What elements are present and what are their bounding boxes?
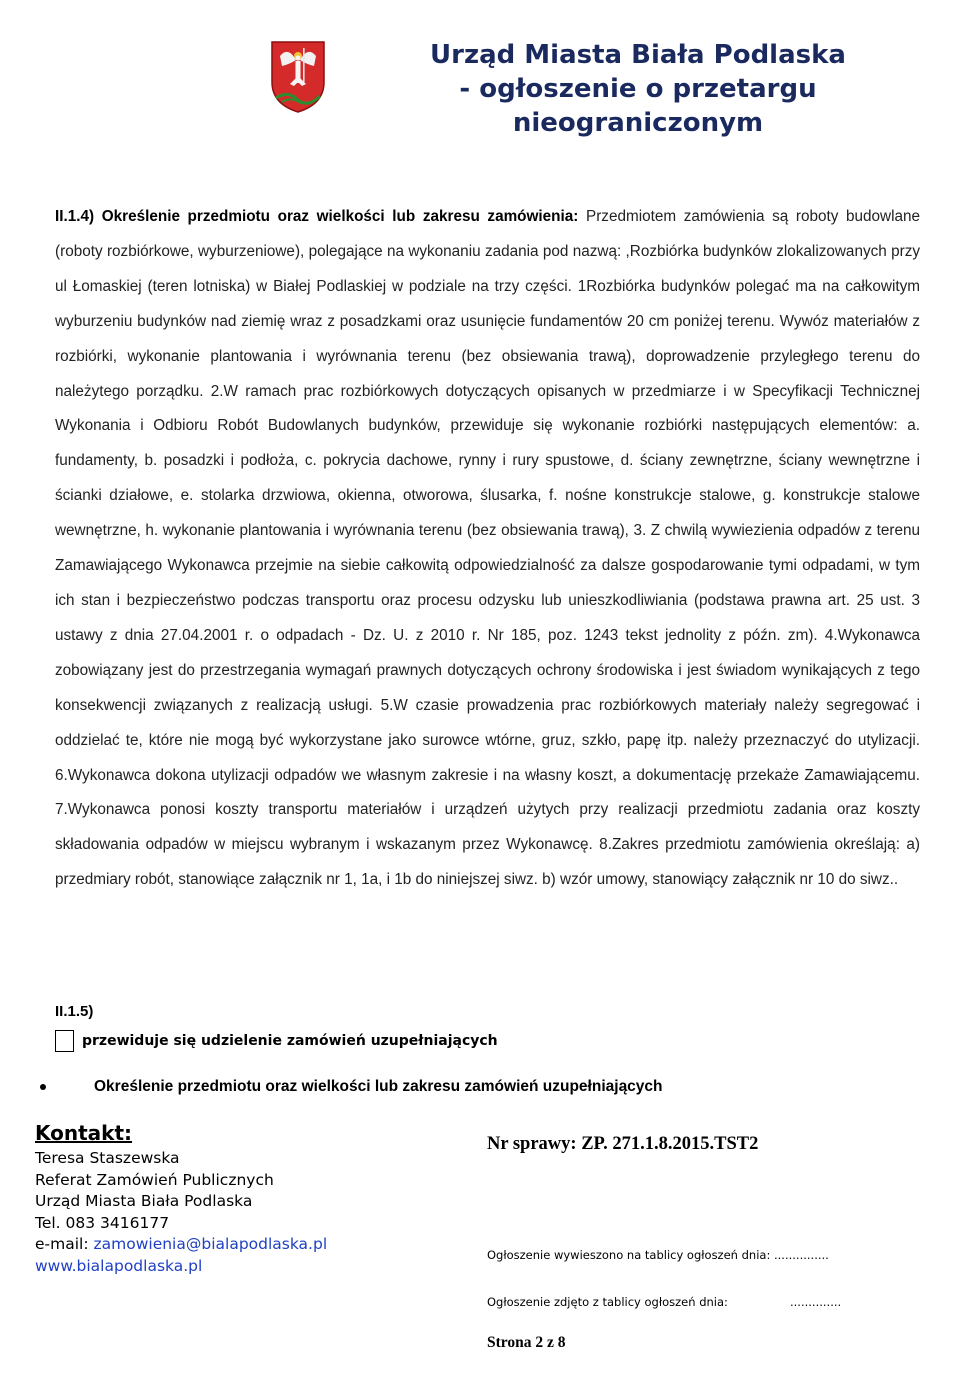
notice-posted — [487, 1248, 829, 1262]
notice-removed — [487, 1295, 842, 1309]
header-title-line-1: Urząd Miasta Biała Podlaska — [430, 40, 846, 70]
section-ii-1-4-paragraph — [55, 200, 920, 898]
coat-of-arms-icon — [268, 38, 328, 114]
contact-phone: Tel. 083 3416177 — [35, 1213, 170, 1232]
contact-email-link[interactable]: zamowienia@bialapodlaska.pl — [93, 1235, 328, 1253]
notice-posted-label: Ogłoszenie wywieszono na tablicy ogłoszeń dnia: — [487, 1248, 774, 1262]
section-ii-1-4-text: Przedmiotem zamówienia są roboty budowlane (roboty rozbiórkowe, wyburzeniowe), polegające na wykonaniu zadania pod nazwą: ,Rozbiórka budynków zlokalizowanych przy ul Łomaskiej (teren lotniska) w Białej Podlaskiej w podziale na trzy części. 1Rozbiórka budynków polegać ma na całkowitym wyburzeniu budynków nad ziemię wraz z posadzkami oraz usunięcie fundamentów 20 cm poniżej terenu. Wywóz materiałów z rozbiórki, wykonanie plantowania i wyrównania terenu (bez obsiewania trawą), doprowadzenie przyległego terenu do należytego porządku. 2.W ramach prac rozbiórkowych dotyczących opisanych w przedmiarze i w Specyfikacji Technicznej Wykonania i Odbioru Robót Budowlanych budynków, przewiduje się wykonanie rozbiórki następujących elementów: a. fundamenty, b. posadzki i podłoża, c. pokrycia dachowe, rynny i rury spustowe, d. ściany zewnętrzne, ściany wewnętrzne i ścianki działowe, e. stolarka drzwiowa, okienna, otworowa, ślusarka, f. nośne konstrukcje stalowe, g. konstrukcje stalowe wewnętrzne, h. wykonanie plantowania i wyrównania terenu (bez obsiewania trawą), 3. Z chwilą wywiezienia odpadów z terenu Zamawiającego Wykonawca przejmie na siebie całkowitą odpowiedzialność za dalsze gospodarowanie tymi odpadami, w tym ich stan i bezpieczeństwo podczas transportu oraz procesu odzysku lub unieszkodliwiania (podstawa prawna art. 25 ust. 3 ustawy z dnia 27.04.2001 r. o odpadach - Dz. U. z 2010 r. Nr 185, poz. 1243 tekst jednolity z późn. zm). 4.Wykonawca zobowiązany jest do przestrzegania wymagań prawnych dotyczących ochrony środowiska i jest świadom wynikających z tego konsekwencji związanych z realizacją usługi. 5.W czasie prowadzenia prac rozbiórkowych materiały należy segregować i oddzielać te, które nie mogą być wykorzystane jako surowce wtórne, gruz, szkło, papę itp. należy przeznaczyć do utylizacji. 6.Wykonawca dokona utylizacji odpadów we własnym zakresie i na własny koszt, a dokumentację przekaże Zamawiającemu. 7.Wykonawca ponosi koszty transportu materiałów i urządzeń użytych przy realizacji przedmiotu zadania oraz koszty składowania odpadów w miejscu wybranym i wskazanym przez Wykonawcę. 8.Zakres przedmiotu zamówienia określają: a) przedmiary robót, stanowiące załącznik nr 1, 1a, i 1b do niniejszej siwz. b) wzór umowy, stanowiący załącznik nr 10 do siwz.. — [55, 208, 920, 889]
contact-name: Teresa Staszewska — [35, 1149, 180, 1167]
supplementary-orders-checkbox[interactable] — [55, 1030, 74, 1052]
supplementary-orders-row — [55, 1030, 498, 1052]
contact-department: Referat Zamówień Publicznych — [35, 1170, 274, 1189]
contact-office: Urząd Miasta Biała Podlaska — [35, 1192, 253, 1210]
contact-email-line — [35, 1234, 327, 1256]
section-ii-1-4 — [55, 200, 920, 898]
header-title-line-2: - ogłoszenie o przetargu — [459, 74, 817, 104]
bullet-heading: Określenie przedmiotu oraz wielkości lub zakresu zamówień uzupełniających — [94, 1078, 663, 1095]
contact-email-prefix: e-mail: — [35, 1235, 94, 1253]
bullet-heading-row — [40, 1078, 663, 1096]
notice-removed-dots: .............. — [790, 1295, 842, 1309]
notice-posted-dots: ............... — [773, 1248, 829, 1262]
supplementary-orders-label: przewiduje się udzielenie zamówień uzupełniających — [82, 1033, 498, 1049]
notice-removed-label: Ogłoszenie zdjęto z tablicy ogłoszeń dnia: — [487, 1295, 728, 1309]
bullet-icon — [40, 1084, 46, 1090]
contact-website-link[interactable]: www.bialapodlaska.pl — [35, 1256, 203, 1275]
case-number: Nr sprawy: ZP. 271.1.8.2015.TST2 — [487, 1134, 759, 1154]
page-header-title — [338, 38, 938, 140]
section-ii-1-4-label: II.1.4) Określenie przedmiotu oraz wielkości lub zakresu zamówienia: — [55, 208, 579, 225]
contact-block — [35, 1118, 327, 1277]
header-title-line-3: nieograniczonym — [512, 108, 764, 138]
contact-heading: Kontakt: — [35, 1121, 133, 1145]
page-number: Strona 2 z 8 — [487, 1334, 566, 1351]
section-ii-1-5-label: II.1.5) — [55, 1003, 94, 1020]
